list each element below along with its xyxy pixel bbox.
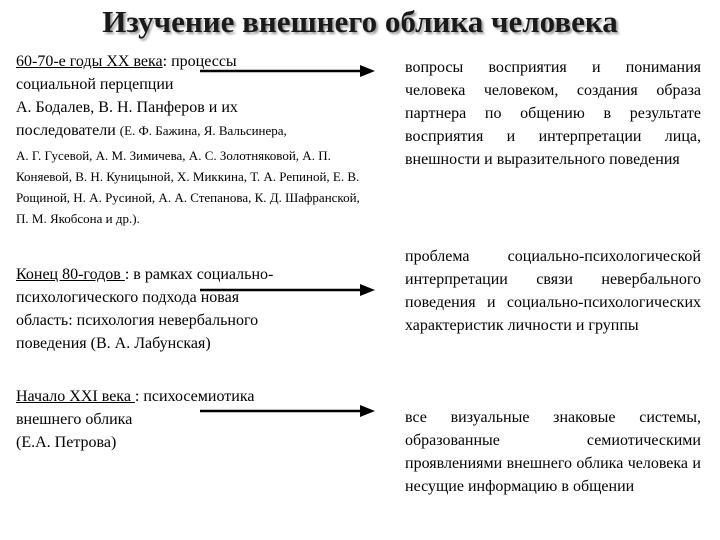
period-block-2 [16,263,366,355]
period-line: внешнего облика [16,411,133,428]
result-block-3: все визуальные знаковые системы, образованные семиотическими проявлениями внешнего облика человека и несущие информацию в общении [405,409,701,495]
result-block-2: проблема социально-психологической интерпретации связи невербального поведения и социально-психологических характеристик личности и группы [405,248,701,334]
right-arrow-icon [200,283,375,297]
period-line: поведения (В. А. Лабунская) [16,335,211,352]
period-line: область: психология невербального [16,312,259,329]
period-block-3 [16,385,366,454]
period-line: Начало XXI века : психосемиотика [16,388,255,405]
authors-list: А. Г. Гусевой, А. М. Зимичева, А. С. Золотняковой, А. П. Коняевой, В. Н. Куницыной, Х. Миккина, Т. А. Репиной, Е. В. Рощиной, Н. А. Русиной, А. А. Степанова, К. Д. Шафранской, П. М. Якобсона и др.). [16,148,360,226]
result-block-1: вопросы восприятия и понимания человека человеком, создания образа партнера по общению в результате восприятия и интерпретации лица, внешности и выразительного поведения [405,59,701,168]
right-arrow-icon [200,404,375,418]
period-line: психологического подхода новая [16,289,240,306]
period-line: А. Бодалев, В. Н. Панферов и их [16,99,238,116]
period-line: (Е.А. Петрова) [16,434,117,451]
authors-inline: (Е. Ф. Бажина, Я. Вальсинера, [119,123,287,138]
period-line: Конец 80-годов : в рамках социально- [16,266,274,283]
period-line: последователи (Е. Ф. Бажина, Я. Вальсинера, [16,122,287,139]
page-title: Изучение внешнего облика человека [102,4,618,39]
period-label: 60-70-е годы XX века [16,53,163,70]
right-arrow-icon [200,64,375,78]
period-label: Начало XXI века [16,388,135,405]
period-line: 60-70-е годы XX века: процессы [16,53,237,70]
period-label: Конец 80-годов [16,266,125,283]
period-line: социальной перцепции [16,76,174,93]
